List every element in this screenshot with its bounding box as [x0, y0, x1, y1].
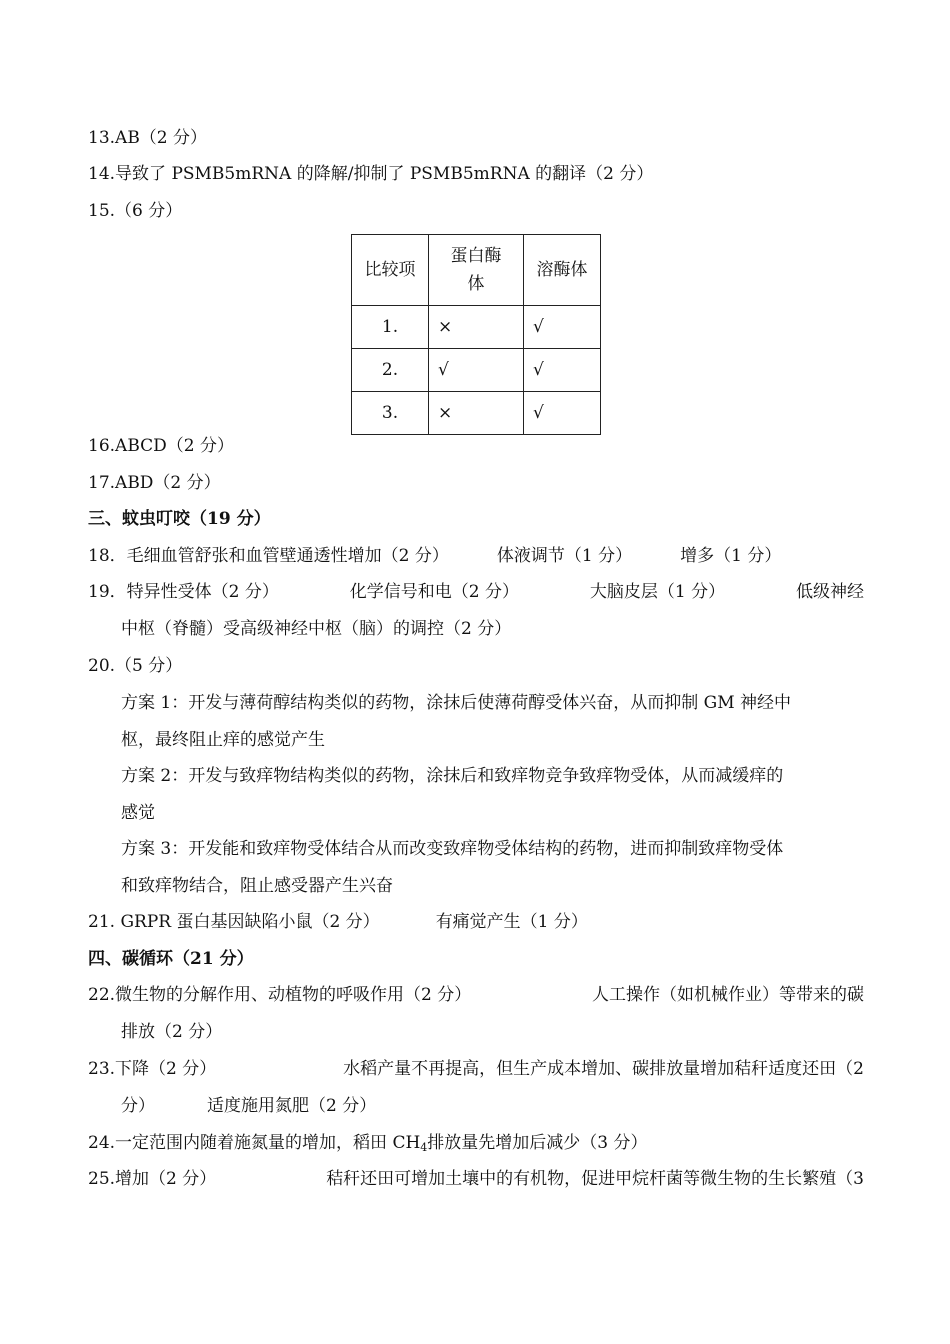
plan-3-line1: 方案 3：开发能和致痒物受体结合从而改变致痒物受体结构的药物，进而抑制致痒物受体 [121, 839, 784, 859]
answer-23-part2: 水稻产量不再提高，但生产成本增加、碳排放量增加秸秆适度还田（2 [343, 1059, 864, 1079]
answer-13: 13.AB（2 分） [88, 128, 208, 148]
table-header-cell [429, 235, 524, 306]
answer-19 [88, 581, 864, 603]
answer-25 [88, 1168, 864, 1190]
answer-21-part1: 21. GRPR 蛋白基因缺陷小鼠（2 分） [88, 912, 380, 932]
answer-18-part1: 18．毛细血管舒张和血管壁通透性增加（2 分） [88, 546, 449, 566]
header-proteasome-line1: 蛋白酶 [450, 246, 502, 266]
table-cell: √ [524, 349, 601, 392]
section-3-heading: 三、蚊虫叮咬（19 分） [88, 509, 271, 529]
answer-19-part1: 19．特异性受体（2 分） [88, 582, 279, 602]
plan-1-line1: 方案 1：开发与薄荷醇结构类似的药物，涂抹后使薄荷醇受体兴奋，从而抑制 GM 神经中 [121, 693, 792, 713]
table-cell: × [429, 306, 524, 349]
answer-20-heading: 20.（5 分） [88, 656, 183, 676]
answer-21-part2: 有痛觉产生（1 分） [435, 912, 588, 932]
table-cell: 2. [352, 349, 429, 392]
answer-14: 14.导致了 PSMB5mRNA 的降解/抑制了 PSMB5mRNA 的翻译（2 分） [88, 164, 654, 184]
answer-24 [88, 1132, 864, 1154]
answer-23-cont-part1: 分） [121, 1096, 155, 1116]
table-row [352, 349, 601, 392]
answer-16: 16.ABCD（2 分） [88, 436, 234, 456]
answer-24-text-end: 排放量先增加后减少（3 分） [427, 1133, 648, 1153]
table-cell: × [429, 392, 524, 435]
answer-19-part4: 低级神经 [796, 582, 864, 602]
answer-23-cont-part2: 适度施用氮肥（2 分） [207, 1096, 377, 1116]
answer-19-part3: 大脑皮层（1 分） [589, 582, 726, 602]
answer-21 [88, 911, 864, 933]
table-header-cell: 比较项 [352, 235, 429, 306]
answer-18 [88, 545, 864, 567]
answer-25-part1: 25.增加（2 分） [88, 1169, 217, 1189]
answer-22-part2: 人工操作（如机械作业）等带来的碳 [592, 985, 864, 1005]
table-row [352, 306, 601, 349]
plan-3-line2: 和致痒物结合，阻止感受器产生兴奋 [121, 876, 393, 896]
plan-2-line2: 感觉 [121, 803, 155, 823]
subscript-4: 4 [420, 1141, 428, 1154]
table-cell: 1. [352, 306, 429, 349]
answer-17: 17.ABD（2 分） [88, 473, 221, 493]
answer-22-continued: 排放（2 分） [121, 1022, 223, 1042]
section-4-heading: 四、碳循环（21 分） [88, 949, 254, 969]
table-header-row [352, 235, 601, 306]
answer-15-heading: 15.（6 分） [88, 201, 183, 221]
plan-2-line1: 方案 2：开发与致痒物结构类似的药物，涂抹后和致痒物竞争致痒物受体，从而减缓痒的 [121, 766, 784, 786]
answer-23-continued [121, 1095, 864, 1117]
answer-22-part1: 22.微生物的分解作用、动植物的呼吸作用（2 分） [88, 985, 472, 1005]
answer-23-part1: 23.下降（2 分） [88, 1059, 217, 1079]
table-header-cell: 溶酶体 [524, 235, 601, 306]
answer-24-text: 24.一定范围内随着施氮量的增加，稻田 CH [88, 1133, 421, 1153]
comparison-table [351, 234, 601, 435]
answer-18-part2: 体液调节（1 分） [496, 546, 633, 566]
table-cell: √ [429, 349, 524, 392]
table-cell: √ [524, 392, 601, 435]
answer-19-part2: 化学信号和电（2 分） [349, 582, 519, 602]
answer-22 [88, 984, 864, 1006]
answer-23 [88, 1058, 864, 1080]
table-cell: √ [524, 306, 601, 349]
answer-18-part3: 增多（1 分） [680, 546, 782, 566]
answer-25-part2: 秸秆还田可增加土壤中的有机物，促进甲烷杆菌等微生物的生长繁殖（3 [326, 1169, 864, 1189]
table-cell: 3. [352, 392, 429, 435]
table-row [352, 392, 601, 435]
header-proteasome-line2: 体 [467, 274, 485, 294]
answer-19-continued: 中枢（脊髓）受高级神经中枢（脑）的调控（2 分） [121, 619, 512, 639]
plan-1-line2: 枢，最终阻止痒的感觉产生 [121, 730, 325, 750]
